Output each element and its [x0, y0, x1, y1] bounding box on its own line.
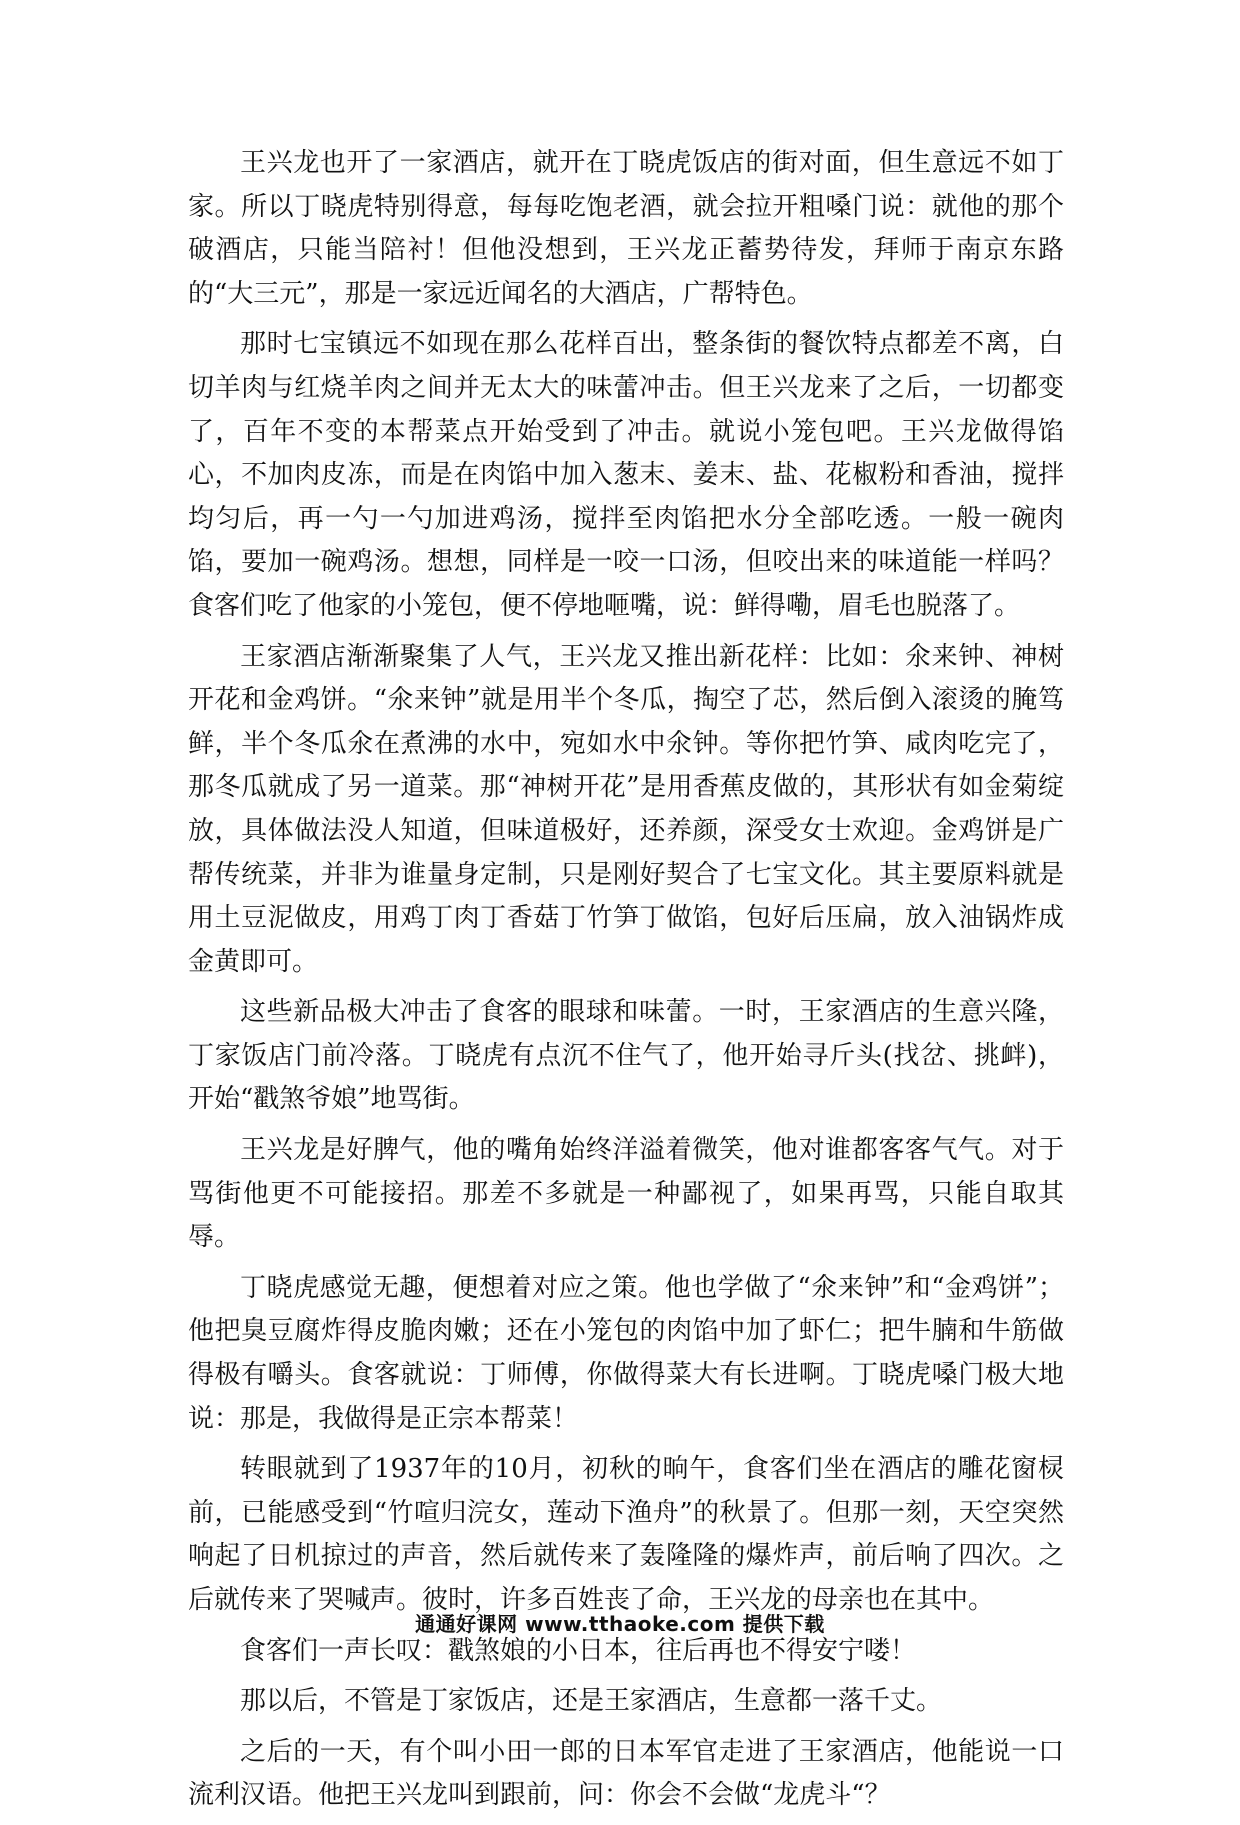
paragraph-1: 王兴龙也开了一家酒店，就开在丁晓虎饭店的街对面，但生意远不如丁家。所以丁晓虎特别得意，每每吃饱老酒，就会拉开粗嗓门说：就他的那个破酒店，只能当陪衬！但他没想到，王兴龙正蓄势待发，拜师于南京东路的“大三元”，那是一家远近闻名的大酒店，广帮特色。 [188, 148, 1064, 309]
paragraph-8: 食客们一声长叹：戳煞娘的小日本，往后再也不得安宁喽！ [240, 1635, 917, 1666]
paragraph-10: 之后的一天，有个叫小田一郎的日本军官走进了王家酒店，他能说一口流利汉语。他把王兴龙叫到跟前，问：你会不会做“龙虎斗“？ [188, 1736, 1064, 1811]
footer-download-notice: 通通好课网 www.tthaoke.com 提供下载 [415, 1612, 825, 1636]
paragraph-2: 那时七宝镇远不如现在那么花样百出，整条街的餐饮特点都差不离，白切羊肉与红烧羊肉之间并无太大的味蕾冲击。但王兴龙来了之后，一切都变了，百年不变的本帮菜点开始受到了冲击。就说小笼包吧。王兴龙做得馅心，不加肉皮冻，而是在肉馅中加入葱末、姜末、盐、花椒粉和香油，搅拌均匀后，再一勺一勺加进鸡汤，搅拌至肉馅把水分全部吃透。一般一碗肉馅，要加一碗鸡汤。想想，同样是一咬一口汤，但咬出来的味道能一样吗？食客们吃了他家的小笼包，便不停地咂嘴，说：鲜得嘞，眉毛也脱落了。 [188, 329, 1064, 621]
paragraph-3: 王家酒店渐渐聚集了人气，王兴龙又推出新花样：比如：氽来钟、神树开花和金鸡饼。“氽来钟”就是用半个冬瓜，掏空了芯，然后倒入滚烫的腌笃鲜，半个冬瓜氽在煮沸的水中，宛如水中氽钟。等你把竹笋、咸肉吃完了，那冬瓜就成了另一道菜。那“神树开花”是用香蕉皮做的，其形状有如金菊绽放，具体做法没人知道，但味道极好，还养颜，深受女士欢迎。金鸡饼是广帮传统菜，并非为谁量身定制，只是刚好契合了七宝文化。其主要原料就是用土豆泥做皮，用鸡丁肉丁香菇丁竹笋丁做馅，包好后压扁，放入油锅炸成金黄即可。 [188, 641, 1064, 977]
paragraph-5: 王兴龙是好脾气，他的嘴角始终洋溢着微笑，他对谁都客客气气。对于骂街他更不可能接招。那差不多就是一种鄙视了，如果再骂，只能自取其辱。 [188, 1135, 1064, 1253]
article-body [188, 142, 1064, 1825]
paragraph-6: 丁晓虎感觉无趣，便想着对应之策。他也学做了“氽来钟”和“金鸡饼”；他把臭豆腐炸得皮脆肉嫩；还在小笼包的肉馅中加了虾仁；把牛腩和牛筋做得极有嚼头。食客就说：丁师傅，你做得菜大有长进啊。丁晓虎嗓门极大地说：那是，我做得是正宗本帮菜！ [188, 1272, 1064, 1434]
paragraph-9: 那以后，不管是丁家饭店，还是王家酒店，生意都一落千丈。 [240, 1686, 943, 1717]
paragraph-7: 转眼就到了1937年的10月，初秋的晌午，食客们坐在酒店的雕花窗棂前，已能感受到“竹喧归浣女，莲动下渔舟”的秋景了。但那一刻，天空突然响起了日机掠过的声音，然后就传来了轰隆隆的爆炸声，前后响了四次。之后就传来了哭喊声。彼时，许多百姓丧了命，王兴龙的母亲也在其中。 [188, 1454, 1064, 1615]
paragraph-4: 这些新品极大冲击了食客的眼球和味蕾。一时，王家酒店的生意兴隆，丁家饭店门前冷落。丁晓虎有点沉不住气了，他开始寻斤头(找岔、挑衅)，开始“戳煞爷娘”地骂街。 [188, 997, 1064, 1115]
